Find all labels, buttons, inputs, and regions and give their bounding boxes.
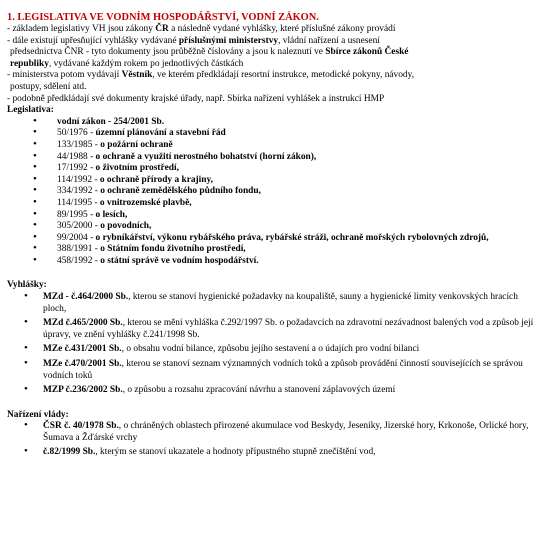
law-number: 305/2000 - — [57, 221, 101, 232]
decree-text: , kterou se mění vyhláška č.292/1997 Sb. o požadavcích na zdravotní nezávadnost balených vod a způsob její úpravy, ve znění vyhlášky č.241/1998 Sb. — [43, 318, 534, 340]
intro-text: postupy, sdělení atd. — [10, 81, 87, 92]
law-title: o rybníkářství, výkonu rybářského práva, rybářské stráži, ochraně mořských rybolovných zdrojů, — [95, 232, 489, 243]
law-number: 458/1992 - — [57, 255, 101, 266]
bullet-icon: • — [24, 383, 28, 396]
law-title: o státní správě ve vodním hospodářství. — [100, 255, 259, 266]
bullet-icon: • — [33, 219, 37, 232]
bullet-icon: • — [33, 114, 37, 127]
bullet-icon: • — [24, 316, 28, 329]
intro-bold: příslušnými ministerstvy — [178, 35, 279, 46]
bullet-icon: • — [33, 184, 37, 197]
intro-line — [7, 70, 535, 82]
vyhlasky-list — [7, 292, 535, 397]
decree-text: , o způsobu a rozsahu zpracování návrhu a stanovení záplavových území — [122, 385, 396, 396]
decree-text: , kterou se stanoví seznam významných vodních toků a způsob provádění činností souvisejících se správou vodních toků — [43, 359, 523, 381]
decree-text: , o obsahu vodní bilance, způsobu jejího sestavení a o údajích pro vodní bilanci — [121, 344, 420, 355]
law-number: 44/1988 - — [57, 151, 96, 162]
bullet-icon: • — [33, 253, 37, 266]
legislativa-heading: Legislativa: — [7, 105, 54, 116]
law-number: 99/2004 - — [57, 232, 96, 243]
bullet-icon: • — [33, 126, 37, 139]
intro-text: , vydávané každým rokem po jednotlivých částkách — [48, 58, 244, 69]
law-number: 114/1992 - — [57, 174, 100, 185]
intro-text: , vládní nařízení a usnesení — [278, 35, 380, 46]
law-title: o Státním fondu životního prostředí, — [100, 244, 246, 255]
intro-text: - podobně předkládají své dokumenty krajské úřady, např. Sbírka nařízení vyhlášek a instrukcí HMP — [7, 93, 385, 104]
intro-line — [7, 59, 535, 71]
legislativa-list — [7, 114, 535, 268]
list-item — [7, 186, 535, 198]
intro-text: předsednictva ČNR - tyto dokumenty jsou průběžně číslovány a jsou k naleznutí ve — [10, 47, 326, 58]
intro-bold: republiky — [10, 58, 49, 69]
bullet-icon: • — [24, 444, 28, 457]
list-item — [7, 292, 535, 315]
list-item — [7, 137, 535, 152]
list-item — [7, 114, 535, 129]
page-title: 1. LEGISLATIVA VE VODNÍM HOSPODÁŘSTVÍ, VODNÍ ZÁKON. — [7, 12, 319, 23]
bullet-icon: • — [33, 149, 37, 162]
law-number: 133/1985 - — [57, 139, 101, 150]
law-title: o požární ochraně — [100, 139, 173, 150]
intro-bold: Věstník — [121, 70, 153, 81]
decree-id: MZe č.470/2001 Sb. — [43, 359, 122, 370]
intro-text: - ministerstva potom vydávají — [7, 70, 122, 81]
law-number: 50/1976 - — [57, 128, 96, 139]
spacer — [7, 400, 535, 410]
intro-line — [7, 24, 535, 36]
list-item — [7, 195, 535, 210]
list-item — [7, 163, 535, 175]
law-title: o životním prostředí, — [95, 163, 179, 174]
list-item — [7, 444, 535, 459]
list-item — [7, 207, 535, 222]
bullet-icon: • — [33, 172, 37, 185]
law-title: vodní zákon - 254/2001 Sb. — [57, 116, 165, 127]
law-title: o lesích, — [95, 209, 128, 220]
intro-bold: ČR — [155, 24, 169, 34]
narizeni-heading: Nařízení vlády: — [7, 409, 69, 420]
law-title: o ochraně a využití nerostného bohatství (horní zákon), — [95, 151, 317, 162]
decree-text: , kterou se stanoví hygienické požadavky na koupaliště, sauny a hygienické limity venkovských hracích ploch, — [43, 292, 518, 314]
bullet-icon: • — [33, 195, 37, 208]
regulation-id: ČSR č. 40/1978 Sb. — [43, 421, 119, 432]
bullet-icon: • — [33, 161, 37, 174]
list-item — [7, 221, 535, 233]
intro-text: , ve kterém předkládají resortní instrukce, metodické pokyny, návody, — [152, 70, 415, 81]
law-number: 388/1991 - — [57, 244, 101, 255]
intro-line — [7, 36, 535, 48]
narizeni-list — [7, 421, 535, 458]
bullet-icon: • — [33, 137, 37, 150]
intro-text: - základem legislativy VH jsou zákony — [7, 24, 156, 34]
bullet-icon: • — [24, 357, 28, 370]
intro-text: - dále existují upřesňující vyhlášky vydávané — [7, 35, 179, 46]
list-item — [7, 421, 535, 444]
decree-id: MZP č.236/2002 Sb. — [43, 385, 123, 396]
law-number: 17/1992 - — [57, 163, 96, 174]
law-number: 89/1995 - — [57, 209, 96, 220]
list-item — [7, 253, 535, 268]
bullet-icon: • — [24, 342, 28, 355]
list-item — [7, 344, 535, 356]
list-item — [7, 230, 535, 245]
intro-bold: Sbírce zákonů České — [325, 47, 409, 58]
list-item — [7, 385, 535, 397]
law-title: o ochraně zemědělského půdního fondu, — [100, 186, 261, 197]
intro-text: a následně vydané vyhlášky, které příslušné zákony provádí — [168, 24, 396, 34]
intro-line — [7, 82, 535, 94]
list-item — [7, 149, 535, 164]
list-item — [7, 172, 535, 187]
list-item — [7, 359, 535, 382]
bullet-icon: • — [33, 207, 37, 220]
decree-id: MZd č.465/2000 Sb. — [43, 318, 123, 329]
bullet-icon: • — [33, 242, 37, 255]
law-title: o povodních, — [100, 221, 152, 232]
decree-id: MZe č.431/2001 Sb. — [43, 344, 122, 355]
regulation-id: č.82/1999 Sb. — [43, 446, 96, 457]
regulation-text: , o chráněných oblastech přirozené akumulace vod Beskydy, Jeseníky, Jizerské hory, Krkonoše, Orlické hory, Šumava a Žďárské vrchy — [43, 421, 529, 443]
vyhlasky-heading: Vyhlášky: — [7, 280, 47, 291]
intro-line — [7, 47, 535, 59]
intro-paragraphs — [7, 24, 535, 105]
decree-id: MZd - č.464/2000 Sb. — [43, 292, 129, 303]
bullet-icon: • — [24, 419, 28, 432]
law-number: 334/1992 - — [57, 186, 101, 197]
law-title: o ochraně přírody a krajiny, — [99, 174, 214, 185]
document-page — [7, 12, 535, 460]
bullet-icon: • — [33, 230, 37, 243]
law-number: 114/1995 - — [57, 197, 100, 208]
list-item — [7, 318, 535, 341]
intro-line — [7, 94, 535, 106]
list-item — [7, 128, 535, 140]
law-title: územní plánování a stavební řád — [95, 128, 226, 139]
spacer — [7, 267, 535, 280]
regulation-text: , kterým se stanoví ukazatele a hodnoty přípustného stupně znečištění vod, — [95, 446, 376, 457]
bullet-icon: • — [24, 290, 28, 303]
law-title: o vnitrozemské plavbě, — [99, 197, 192, 208]
list-item — [7, 244, 535, 256]
